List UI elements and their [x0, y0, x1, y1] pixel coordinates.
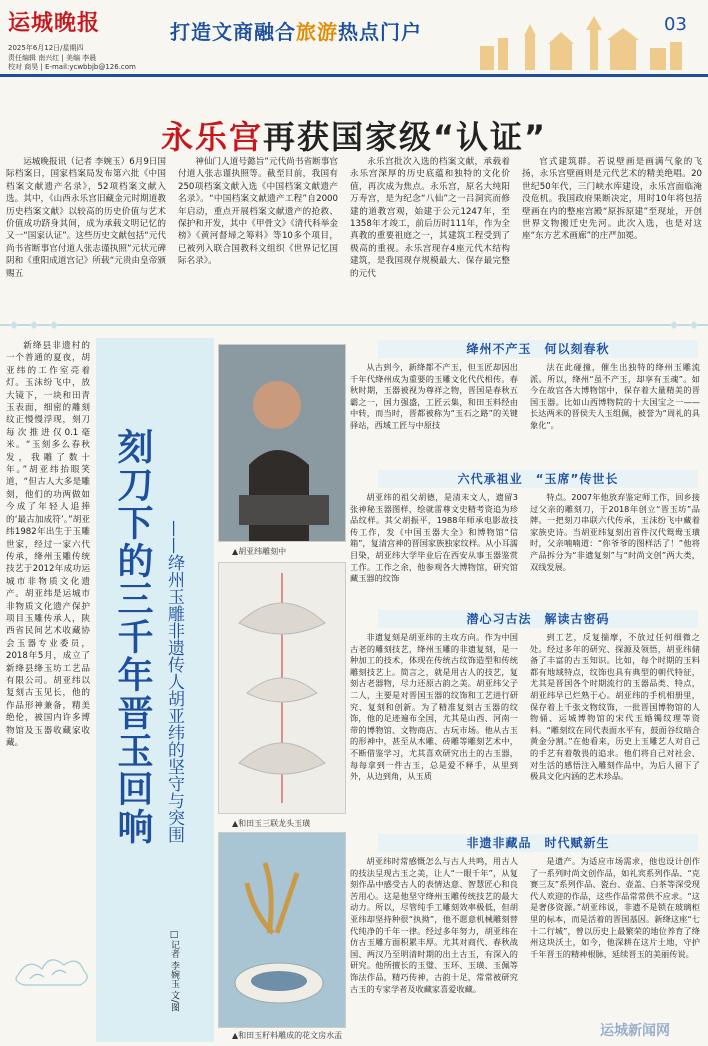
jade-dish-icon — [219, 833, 345, 1027]
section-header-4: 非遗非藏品 时代赋新生 — [378, 834, 698, 852]
section-1-left-text: 从古到今，新绛都不产玉，但玉匠却因出千年代绛州成为重要的玉雕文化代代相传。春秋时期，玉器被视为尊祥之物，晋国是春秋五霸之一，国力强盛，工匠云集，和田玉料经由中转，而当时，晋都被称为“玉石之路”的关键驿站，西域工匠与中原技 — [350, 362, 518, 430]
top-article-column-4 — [522, 156, 702, 304]
slogan-part-a: 打造文商融合 — [170, 20, 296, 44]
section-3-left-text: 非遗复刻是胡亚纬的主攻方向。作为中国古老的雕刻技艺，绛州玉雕的非遗复刻，是一种加工的技术，体现在传统古纹饰造型和传统雕刻技艺上。简言之，就是用古人的技艺，复刻古老器物，尽力还原古韵之美。胡亚纬父子二人，主要是对晋国玉器的纹饰和工艺进行研究、复刻和创新。为了精准复刻古玉器的纹饰，他的足迹遍布全国，尤其是山西、河南一带的博物馆、文物商店、古玩市场。他从古玉的形神中，甚至从木雕、砖雕等雕刻艺术中，不断借鉴学习，尤其喜欢研究出土的古玉器，每每拿到一件古玉，总是爱不释手，从里到外，从边到角，从玉质 — [350, 632, 518, 782]
section-4-right — [530, 856, 700, 1042]
water-dish-photo — [218, 832, 346, 1028]
photo-caption-2: ▲和田玉三联龙头玉璜 — [232, 819, 311, 828]
top-article-column-2 — [178, 156, 338, 304]
feature-title: 刻刀下的三千年晋玉回响 — [112, 428, 153, 846]
top-headline-red: 永乐宫 — [160, 118, 263, 156]
photo-caption-3: ▲和田玉籽料雕成的花文房水盂 — [232, 1031, 343, 1040]
section-2-left — [350, 492, 518, 604]
masthead — [0, 0, 708, 78]
cloud-ornament-icon — [8, 935, 98, 995]
section-3-right — [530, 632, 700, 828]
section-4-left-text: 胡亚纬时常感慨怎么与古人共鸣，用古人的技法呈现古玉之美，让人“一眼千年”，从复刻作品中感受古人的表情达意、智慧匠心和良苦用心。这是他坚守绛州玉雕传统技艺的最大动力。所以，尽管纯手工雕刻效率极低，但胡亚纬却坚持种很“执拗”，他不愿意机械雕刻替代纯净的千年一律。经过多年努力，胡亚纬在仿古玉雕方面积累丰厚。尤其对商代、春秋战国、两汉乃至明清时期的出土古玉，有深入的研究。他所擅长的玉璧、玉环、玉璜、玉佩等饰法作品，精巧传神，古韵十足，常常被研究古玉的专家学者及收藏家喜爱收藏。 — [350, 856, 518, 994]
proof-line: 校对 商昊 | E-mail:ycwbbjb@126.com — [8, 63, 136, 71]
section-4-left — [350, 856, 518, 1042]
section-2-right-text: 特点。2007年他放弃鉴定师工作，回乡接过父亲的雕刻刀，于2018年创立“晋玉坊”品牌。一把刻刀串联六代传承，玉沫纷飞中藏着家族史诗。当胡亚纬复刻出首件汉代鸳鸯玉璜时，父亲喃喃道：“你爷爷的图样活了！”他将产品拆分为“非遗复刻”与“时尚文创”两大类，双线发展。 — [530, 492, 700, 572]
top-headline — [0, 112, 708, 158]
top-article-text-1: 运城晚报讯（记者 李婉玉）6月9日国际档案日，国家档案局发布第六批《中国档案文献遗产名录》，52项档案文献入选。其中，《山西永乐宫旧藏金元时期道教历史档案文献》以较高的历史价值与艺术价值成功跻身其间，成为承载文明记忆的又一“国家认证”。这些历史文献包括“元代尚书省断事官付道人张志谨执照”元状元碑阴和《重阳成道宫记》所载“元贵由皇帝颁赐五 — [6, 157, 166, 279]
feature-subtitle: ——绛州玉雕非遗传人胡亚纬的坚守与突围 — [164, 520, 184, 843]
section-2-left-text: 胡亚纬的祖父胡德，是清末文人，遗留3张神秘玉器图样，绘就雷尊文史精考资追为珍品纹样。其父胡振平，1988年师承电影故技传工作，发《中国玉器大全》和博物馆“信箱”，复清宫神的晋国家族独家纹样。从小耳濡目染，胡亚纬大学毕业后在西安从事玉器鉴赏工作。工作之余，他参观各大博物馆，研究馆藏玉器的纹饰 — [350, 492, 518, 584]
slogan-part-c: 热点门户 — [338, 20, 422, 44]
feature-side-column — [6, 340, 90, 749]
site-watermark: 运城新闻网 — [600, 1023, 670, 1039]
carver-photo — [218, 344, 346, 542]
date-line: 2025年6月12日/星期四 — [8, 44, 84, 52]
section-1-right — [530, 362, 700, 466]
decorative-divider — [0, 318, 708, 332]
feature-byline: □记者 李婉玉 文/图 — [169, 930, 179, 1012]
section-1-left — [350, 362, 518, 466]
section-header-3: 潜心习古法 解读古密码 — [378, 610, 698, 628]
top-article-text-4: 官式建筑群。若说壁画是画满气象的飞扬，永乐宫壁画则是元代艺术的精美绝唱。20世纪50年代，三门峡水库建设，永乐宫面临淹没危机。我国政府果断决定，用时10年将包括壁画在内的整座宫殿“原拆原建”至现址，开创世界文物搬迁史先河。此次入选，也是对这座“东方艺术画廊”的庄严加冕。 — [522, 157, 702, 242]
masthead-rule — [0, 74, 708, 77]
slogan-part-b: 旅游 — [296, 20, 338, 44]
section-1-right-text: 法在此碰撞，催生出独特的绛州玉雕流派。所以，绛州“虽不产玉，却享有玉魂”。如今在故宫各大博物馆中，保存着大量精美的晋国玉器。比如山西博物院的十大国宝之一——长达两米的晋侯夫人玉组佩，被誉为“周礼的具象化”。 — [530, 362, 700, 430]
section-slogan — [170, 16, 422, 45]
top-article-text-2: 神仙门人道号懿旨”元代尚书省断事官付道人张志谨执照等。截至目前，我国有250项档案文献入选《中国档案文献遗产名录》。“中国档案文献遗产工程”自2000年启动，重点开展档案文献遗产的抢救、保护和开发，其中《甲骨文》《清代科举金榜》《黄河督埽之筹料》等10多个项目，已被列入联合国教科文组织《世界记忆国际名录》。 — [178, 157, 338, 267]
top-article-text-3: 永乐宫批次入选的档案文献，承载着永乐宫深厚的历史底蕴和独特的文化价值，再次成为焦点。永乐宫，原名大纯阳万寿宫，是为纪念“八仙”之一吕洞宾而修建的道教宫观，始建于公元1247年，至1358年才竣工，前后历时111年，作为全真教的重要祖庭之一，其建筑工程受到了极高的重视。永乐宫现存4座元代木结构建筑，是我国现存规模最大、保存最完整的元代 — [350, 157, 510, 279]
newspaper-brand: 运城晚报 — [8, 10, 101, 36]
top-article-column-1 — [6, 156, 166, 304]
top-article-column-3 — [350, 156, 510, 304]
section-4-right-text: 是遗产。为适应市场需求，他也设计创作了一系列时尚文创作品，如礼宾系列作品、“克赛三友”系列作品、瓷台、壶盖、白茶等深受现代人欢迎的作品，这些作品常常供不应求。“这是奢侈资源。”胡亚纬说，非遗不是锁在玻璃柜里的标本，而是活着的晋国基因。新绛这座“七十二行城”，曾以历史上最繁荣的地位养育了绛州这块沃土，如今，他深耕在这片土地，守护千年晋玉的精神根脉，延续晋玉的美丽传说。 — [530, 856, 700, 959]
top-headline-dark: 再获国家级“认证” — [262, 118, 548, 156]
section-3-right-text: 到工艺，反复揣摩，不放过任何细微之处。经过多年的研究、探源及领悟，胡亚纬储备了丰富的古玉知识。比如，每个时期的玉料都有地域特点，纹饰也具有典型的朝代特征，尤其是晋国各个时期流行的玉器品类、特点，胡亚纬早已烂熟于心。胡亚纬的手机相册里，保存着上千张文物纹饰，一批晋国博物馆的人物俑、运城博物馆的宋代玉婚镯纹理等资料。“雕刻纹在同代表面水平有，鼓面谷纹暗合黄金分割。”在他看来，历史上玉雕艺人对自己的手艺有着敬畏的追求。他们将自己对社会、对生活的感悟注入雕刻作品中，为后人留下了极具文化内涵的艺术珍品。 — [530, 632, 700, 782]
section-3-left — [350, 632, 518, 828]
jade-pendant-icon — [219, 563, 345, 813]
section-2-right — [530, 492, 700, 604]
photo-caption-1: ▲胡亚纬雕刻中 — [232, 547, 287, 556]
issue-meta — [8, 44, 136, 73]
editor-line: 责任编辑 南兴红 | 美编 李晨 — [8, 53, 97, 62]
section-header-1: 绛州不产玉 何以刻春秋 — [378, 340, 698, 358]
feature-intro-text: 新绛县非遗村的一个普通的夏夜，胡亚纬的工作室亮着灯。玉沫纷飞中，放大镜下，一块和田青玉表面，细密的雕刻纹正慢慢浮现，刻刀每次推进仅0.1毫米。“玉刻多么春秋发，我雕了数十年。”胡亚纬抬眼笑道，“但古人大多是雕刻，他们的功两做如今成了年轻人追捧的‘最古加成符’。”胡亚纬1982年出生于玉雕世家，经过一家六代传承，绛州玉雕传统技艺于2012年成功运城市非物质文化遗产。胡亚纬是运城市非物质文化遗产保护项目玉雕传承人，陕西省民间艺术收藏协会玉器专业委员，2018年5月，成立了新绛县绛玉坊工艺品有限公司。胡亚纬以复刻古玉见长，他的作品形神兼备，精美绝伦，被国内许多博物馆及玉器收藏家收藏。 — [6, 341, 90, 748]
carver-figure-icon — [219, 345, 345, 541]
section-header-2: 六代承祖业 “玉席”传世长 — [378, 470, 698, 488]
page-number: 03 — [664, 14, 687, 35]
jade-huang-photo — [218, 562, 346, 814]
